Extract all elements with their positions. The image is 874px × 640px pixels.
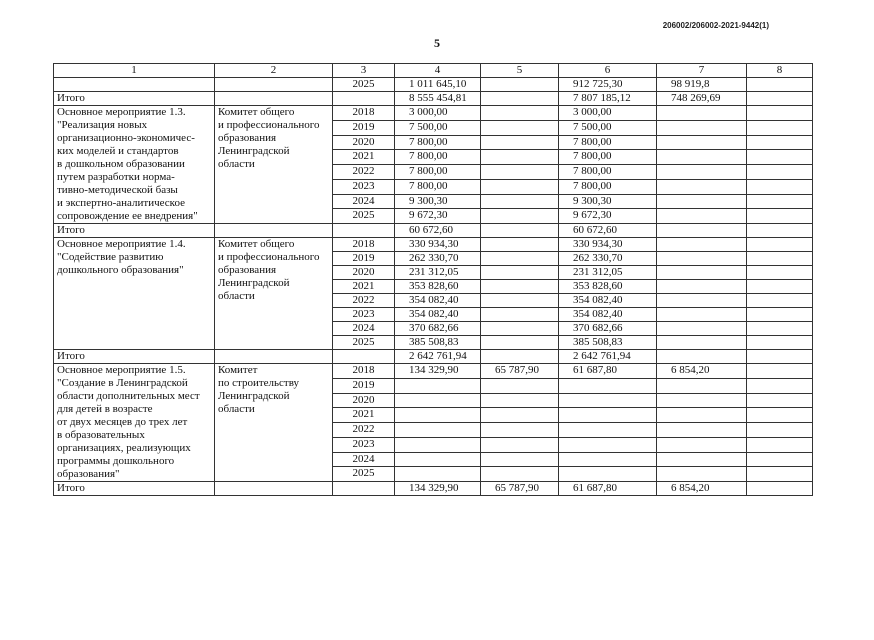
executor-line: образования bbox=[218, 264, 277, 276]
value-cell bbox=[481, 120, 559, 135]
value-cell bbox=[747, 294, 813, 308]
value-cell bbox=[747, 423, 813, 438]
executor-cell bbox=[215, 482, 333, 496]
measure-name-line: в дошкольном образовании bbox=[57, 158, 185, 170]
year-cell bbox=[333, 224, 395, 238]
value-cell: 65 787,90 bbox=[481, 364, 559, 379]
value-cell bbox=[747, 393, 813, 408]
executor-cell bbox=[215, 364, 333, 482]
measure-name-cell bbox=[54, 106, 215, 224]
total-value: 748 269,69 bbox=[657, 92, 747, 106]
value-cell bbox=[481, 179, 559, 194]
year-cell: 2018 bbox=[333, 106, 395, 121]
value-cell bbox=[747, 252, 813, 266]
table-row bbox=[54, 106, 813, 121]
measure-name-line: и экспертно-аналитическое bbox=[57, 197, 185, 209]
measure-name-line: сопровождение ее внедрения" bbox=[57, 210, 198, 222]
value-cell bbox=[657, 106, 747, 121]
measure-name-line: ких моделей и стандартов bbox=[57, 145, 179, 157]
value-cell bbox=[559, 378, 657, 393]
total-value bbox=[747, 482, 813, 496]
total-value bbox=[747, 224, 813, 238]
total-value: 2 642 761,94 bbox=[395, 350, 481, 364]
value-cell: 7 800,00 bbox=[395, 179, 481, 194]
value-cell bbox=[657, 294, 747, 308]
measure-name-line: организационно-экономичес- bbox=[57, 132, 195, 144]
measure-name-line: образования" bbox=[57, 468, 120, 480]
measure-name-line: программы дошкольного bbox=[57, 455, 175, 467]
table-row bbox=[54, 364, 813, 379]
column-header-row bbox=[54, 64, 813, 78]
total-value: 61 687,80 bbox=[559, 482, 657, 496]
value-cell bbox=[657, 408, 747, 423]
value-cell bbox=[747, 238, 813, 252]
value-cell bbox=[747, 336, 813, 350]
total-value: 60 672,60 bbox=[559, 224, 657, 238]
value-cell bbox=[747, 364, 813, 379]
total-row bbox=[54, 92, 813, 106]
value-cell bbox=[481, 150, 559, 165]
value-cell bbox=[395, 393, 481, 408]
value-cell bbox=[657, 423, 747, 438]
measure-name-line: "Реализация новых bbox=[57, 119, 148, 131]
value-cell: 61 687,80 bbox=[559, 364, 657, 379]
value-cell bbox=[481, 266, 559, 280]
value-cell bbox=[657, 120, 747, 135]
value-cell bbox=[747, 135, 813, 150]
value-cell bbox=[481, 452, 559, 467]
year-cell: 2020 bbox=[333, 266, 395, 280]
value-cell bbox=[657, 252, 747, 266]
value-cell: 3 000,00 bbox=[395, 106, 481, 121]
value-cell: 9 672,30 bbox=[395, 209, 481, 224]
measure-name-line: "Содействие развитию bbox=[57, 251, 164, 263]
value-cell: 354 082,40 bbox=[559, 308, 657, 322]
executor-line: области bbox=[218, 290, 255, 302]
value-cell bbox=[481, 308, 559, 322]
page-number: 5 bbox=[434, 36, 440, 50]
value-cell bbox=[747, 280, 813, 294]
value-cell: 98 919,8 bbox=[657, 78, 747, 92]
value-cell bbox=[747, 266, 813, 280]
year-cell: 2024 bbox=[333, 452, 395, 467]
value-cell bbox=[657, 378, 747, 393]
measure-name-line: Основное мероприятие 1.4. bbox=[57, 238, 186, 250]
column-header: 5 bbox=[481, 64, 559, 78]
executor-line: Ленинградской bbox=[218, 390, 290, 402]
executor-cell bbox=[215, 92, 333, 106]
year-cell: 2022 bbox=[333, 294, 395, 308]
year-cell: 2023 bbox=[333, 308, 395, 322]
value-cell: 7 800,00 bbox=[395, 135, 481, 150]
value-cell bbox=[657, 150, 747, 165]
value-cell bbox=[747, 378, 813, 393]
total-row bbox=[54, 482, 813, 496]
value-cell bbox=[481, 238, 559, 252]
value-cell bbox=[395, 437, 481, 452]
table-row bbox=[54, 78, 813, 92]
value-cell bbox=[747, 467, 813, 482]
executor-line: и профессионального bbox=[218, 119, 320, 131]
value-cell bbox=[481, 423, 559, 438]
value-cell bbox=[747, 209, 813, 224]
value-cell bbox=[559, 408, 657, 423]
value-cell bbox=[657, 280, 747, 294]
total-value: 65 787,90 bbox=[481, 482, 559, 496]
value-cell: 370 682,66 bbox=[559, 322, 657, 336]
year-cell: 2025 bbox=[333, 467, 395, 482]
total-value: 8 555 454,81 bbox=[395, 92, 481, 106]
value-cell bbox=[481, 322, 559, 336]
column-header: 4 bbox=[395, 64, 481, 78]
total-row bbox=[54, 350, 813, 364]
value-cell bbox=[395, 378, 481, 393]
measure-name-line: Основное мероприятие 1.3. bbox=[57, 106, 186, 118]
value-cell: 7 800,00 bbox=[559, 135, 657, 150]
value-cell bbox=[747, 408, 813, 423]
value-cell: 330 934,30 bbox=[559, 238, 657, 252]
value-cell bbox=[481, 467, 559, 482]
measure-name-line: от двух месяцев до трех лет bbox=[57, 416, 188, 428]
measure-name-line: путем разработки норма- bbox=[57, 171, 175, 183]
value-cell bbox=[481, 165, 559, 180]
value-cell bbox=[481, 393, 559, 408]
value-cell bbox=[657, 322, 747, 336]
value-cell: 231 312,05 bbox=[395, 266, 481, 280]
value-cell: 7 800,00 bbox=[559, 179, 657, 194]
year-cell: 2018 bbox=[333, 238, 395, 252]
value-cell: 330 934,30 bbox=[395, 238, 481, 252]
measure-name-cell bbox=[54, 364, 215, 482]
value-cell: 262 330,70 bbox=[395, 252, 481, 266]
year-cell: 2023 bbox=[333, 437, 395, 452]
total-value: 134 329,90 bbox=[395, 482, 481, 496]
executor-line: области bbox=[218, 403, 255, 415]
total-label: Итого bbox=[54, 224, 215, 238]
executor-line: области bbox=[218, 158, 255, 170]
total-row bbox=[54, 224, 813, 238]
year-cell: 2021 bbox=[333, 150, 395, 165]
executor-cell bbox=[215, 224, 333, 238]
measure-name-line: для детей в возрасте bbox=[57, 403, 153, 415]
executor-cell bbox=[215, 78, 333, 92]
total-value: 60 672,60 bbox=[395, 224, 481, 238]
value-cell: 7 800,00 bbox=[559, 165, 657, 180]
value-cell bbox=[481, 252, 559, 266]
value-cell bbox=[481, 408, 559, 423]
year-cell: 2019 bbox=[333, 252, 395, 266]
executor-cell bbox=[215, 238, 333, 350]
total-value bbox=[657, 350, 747, 364]
total-value bbox=[481, 350, 559, 364]
value-cell: 3 000,00 bbox=[559, 106, 657, 121]
measure-name-line: области дополнительных мест bbox=[57, 390, 200, 402]
column-header: 3 bbox=[333, 64, 395, 78]
year-cell: 2021 bbox=[333, 408, 395, 423]
measure-name-line: в образовательных bbox=[57, 429, 145, 441]
value-cell bbox=[481, 437, 559, 452]
year-cell: 2023 bbox=[333, 179, 395, 194]
value-cell bbox=[559, 452, 657, 467]
value-cell bbox=[657, 308, 747, 322]
year-cell: 2019 bbox=[333, 120, 395, 135]
year-cell: 2020 bbox=[333, 393, 395, 408]
total-value bbox=[747, 92, 813, 106]
value-cell bbox=[747, 308, 813, 322]
value-cell bbox=[395, 452, 481, 467]
value-cell bbox=[657, 266, 747, 280]
executor-line: образования bbox=[218, 132, 277, 144]
value-cell bbox=[657, 209, 747, 224]
column-header: 8 bbox=[747, 64, 813, 78]
value-cell bbox=[657, 238, 747, 252]
total-value bbox=[481, 224, 559, 238]
total-label: Итого bbox=[54, 350, 215, 364]
total-value: 2 642 761,94 bbox=[559, 350, 657, 364]
year-cell bbox=[333, 482, 395, 496]
program-funding-table bbox=[53, 63, 813, 496]
total-value bbox=[657, 224, 747, 238]
value-cell bbox=[657, 336, 747, 350]
value-cell bbox=[657, 437, 747, 452]
year-cell: 2022 bbox=[333, 165, 395, 180]
value-cell: 370 682,66 bbox=[395, 322, 481, 336]
value-cell: 262 330,70 bbox=[559, 252, 657, 266]
executor-line: по строительству bbox=[218, 377, 300, 389]
column-header: 2 bbox=[215, 64, 333, 78]
value-cell: 353 828,60 bbox=[559, 280, 657, 294]
value-cell bbox=[657, 467, 747, 482]
executor-line: Ленинградской bbox=[218, 277, 290, 289]
value-cell bbox=[559, 437, 657, 452]
column-header: 6 bbox=[559, 64, 657, 78]
value-cell bbox=[481, 78, 559, 92]
year-cell: 2024 bbox=[333, 194, 395, 209]
value-cell bbox=[747, 194, 813, 209]
value-cell: 912 725,30 bbox=[559, 78, 657, 92]
value-cell bbox=[481, 135, 559, 150]
year-cell bbox=[333, 92, 395, 106]
measure-name-line: Основное мероприятие 1.5. bbox=[57, 364, 186, 376]
total-value: 6 854,20 bbox=[657, 482, 747, 496]
value-cell bbox=[657, 194, 747, 209]
value-cell bbox=[481, 209, 559, 224]
value-cell: 385 508,83 bbox=[395, 336, 481, 350]
value-cell: 1 011 645,10 bbox=[395, 78, 481, 92]
value-cell: 231 312,05 bbox=[559, 266, 657, 280]
column-header: 1 bbox=[54, 64, 215, 78]
total-label: Итого bbox=[54, 482, 215, 496]
value-cell: 7 500,00 bbox=[559, 120, 657, 135]
executor-cell bbox=[215, 350, 333, 364]
total-value bbox=[481, 92, 559, 106]
value-cell bbox=[395, 408, 481, 423]
document-id: 206002/206002-2021-9442(1) bbox=[662, 21, 769, 30]
value-cell: 6 854,20 bbox=[657, 364, 747, 379]
value-cell bbox=[747, 106, 813, 121]
table-row bbox=[54, 238, 813, 252]
value-cell bbox=[559, 467, 657, 482]
value-cell bbox=[747, 179, 813, 194]
value-cell bbox=[481, 280, 559, 294]
value-cell bbox=[481, 194, 559, 209]
value-cell: 354 082,40 bbox=[395, 308, 481, 322]
name-cell bbox=[54, 78, 215, 92]
executor-line: Ленинградской bbox=[218, 145, 290, 157]
value-cell bbox=[747, 165, 813, 180]
value-cell bbox=[747, 452, 813, 467]
value-cell bbox=[747, 120, 813, 135]
value-cell bbox=[481, 378, 559, 393]
value-cell bbox=[657, 135, 747, 150]
measure-name-cell bbox=[54, 238, 215, 350]
executor-cell bbox=[215, 106, 333, 224]
year-cell: 2025 bbox=[333, 78, 395, 92]
total-label: Итого bbox=[54, 92, 215, 106]
value-cell bbox=[395, 423, 481, 438]
value-cell: 134 329,90 bbox=[395, 364, 481, 379]
value-cell: 9 300,30 bbox=[559, 194, 657, 209]
total-value: 7 807 185,12 bbox=[559, 92, 657, 106]
value-cell bbox=[747, 150, 813, 165]
value-cell bbox=[481, 106, 559, 121]
year-cell: 2025 bbox=[333, 209, 395, 224]
executor-line: Комитет общего bbox=[218, 106, 295, 118]
measure-name-line: "Создание в Ленинградской bbox=[57, 377, 188, 389]
year-cell: 2022 bbox=[333, 423, 395, 438]
value-cell bbox=[747, 322, 813, 336]
value-cell: 9 672,30 bbox=[559, 209, 657, 224]
measure-name-line: организациях, реализующих bbox=[57, 442, 191, 454]
value-cell: 354 082,40 bbox=[559, 294, 657, 308]
executor-line: Комитет bbox=[218, 364, 258, 376]
value-cell: 385 508,83 bbox=[559, 336, 657, 350]
measure-name-line: тивно-методической базы bbox=[57, 184, 178, 196]
value-cell: 7 800,00 bbox=[395, 165, 481, 180]
executor-line: и профессионального bbox=[218, 251, 320, 263]
year-cell bbox=[333, 350, 395, 364]
year-cell: 2020 bbox=[333, 135, 395, 150]
value-cell bbox=[395, 467, 481, 482]
year-cell: 2024 bbox=[333, 322, 395, 336]
value-cell bbox=[481, 336, 559, 350]
executor-line: Комитет общего bbox=[218, 238, 295, 250]
value-cell: 354 082,40 bbox=[395, 294, 481, 308]
value-cell: 353 828,60 bbox=[395, 280, 481, 294]
value-cell bbox=[481, 294, 559, 308]
value-cell bbox=[657, 165, 747, 180]
total-value bbox=[747, 350, 813, 364]
year-cell: 2025 bbox=[333, 336, 395, 350]
value-cell bbox=[747, 437, 813, 452]
value-cell bbox=[747, 78, 813, 92]
year-cell: 2021 bbox=[333, 280, 395, 294]
value-cell bbox=[657, 452, 747, 467]
table-body bbox=[54, 64, 813, 496]
year-cell: 2019 bbox=[333, 378, 395, 393]
value-cell: 7 800,00 bbox=[395, 150, 481, 165]
value-cell bbox=[657, 179, 747, 194]
value-cell: 7 500,00 bbox=[395, 120, 481, 135]
value-cell: 7 800,00 bbox=[559, 150, 657, 165]
value-cell bbox=[559, 393, 657, 408]
value-cell bbox=[559, 423, 657, 438]
measure-name-line: дошкольного образования" bbox=[57, 264, 184, 276]
column-header: 7 bbox=[657, 64, 747, 78]
value-cell bbox=[657, 393, 747, 408]
year-cell: 2018 bbox=[333, 364, 395, 379]
value-cell: 9 300,30 bbox=[395, 194, 481, 209]
